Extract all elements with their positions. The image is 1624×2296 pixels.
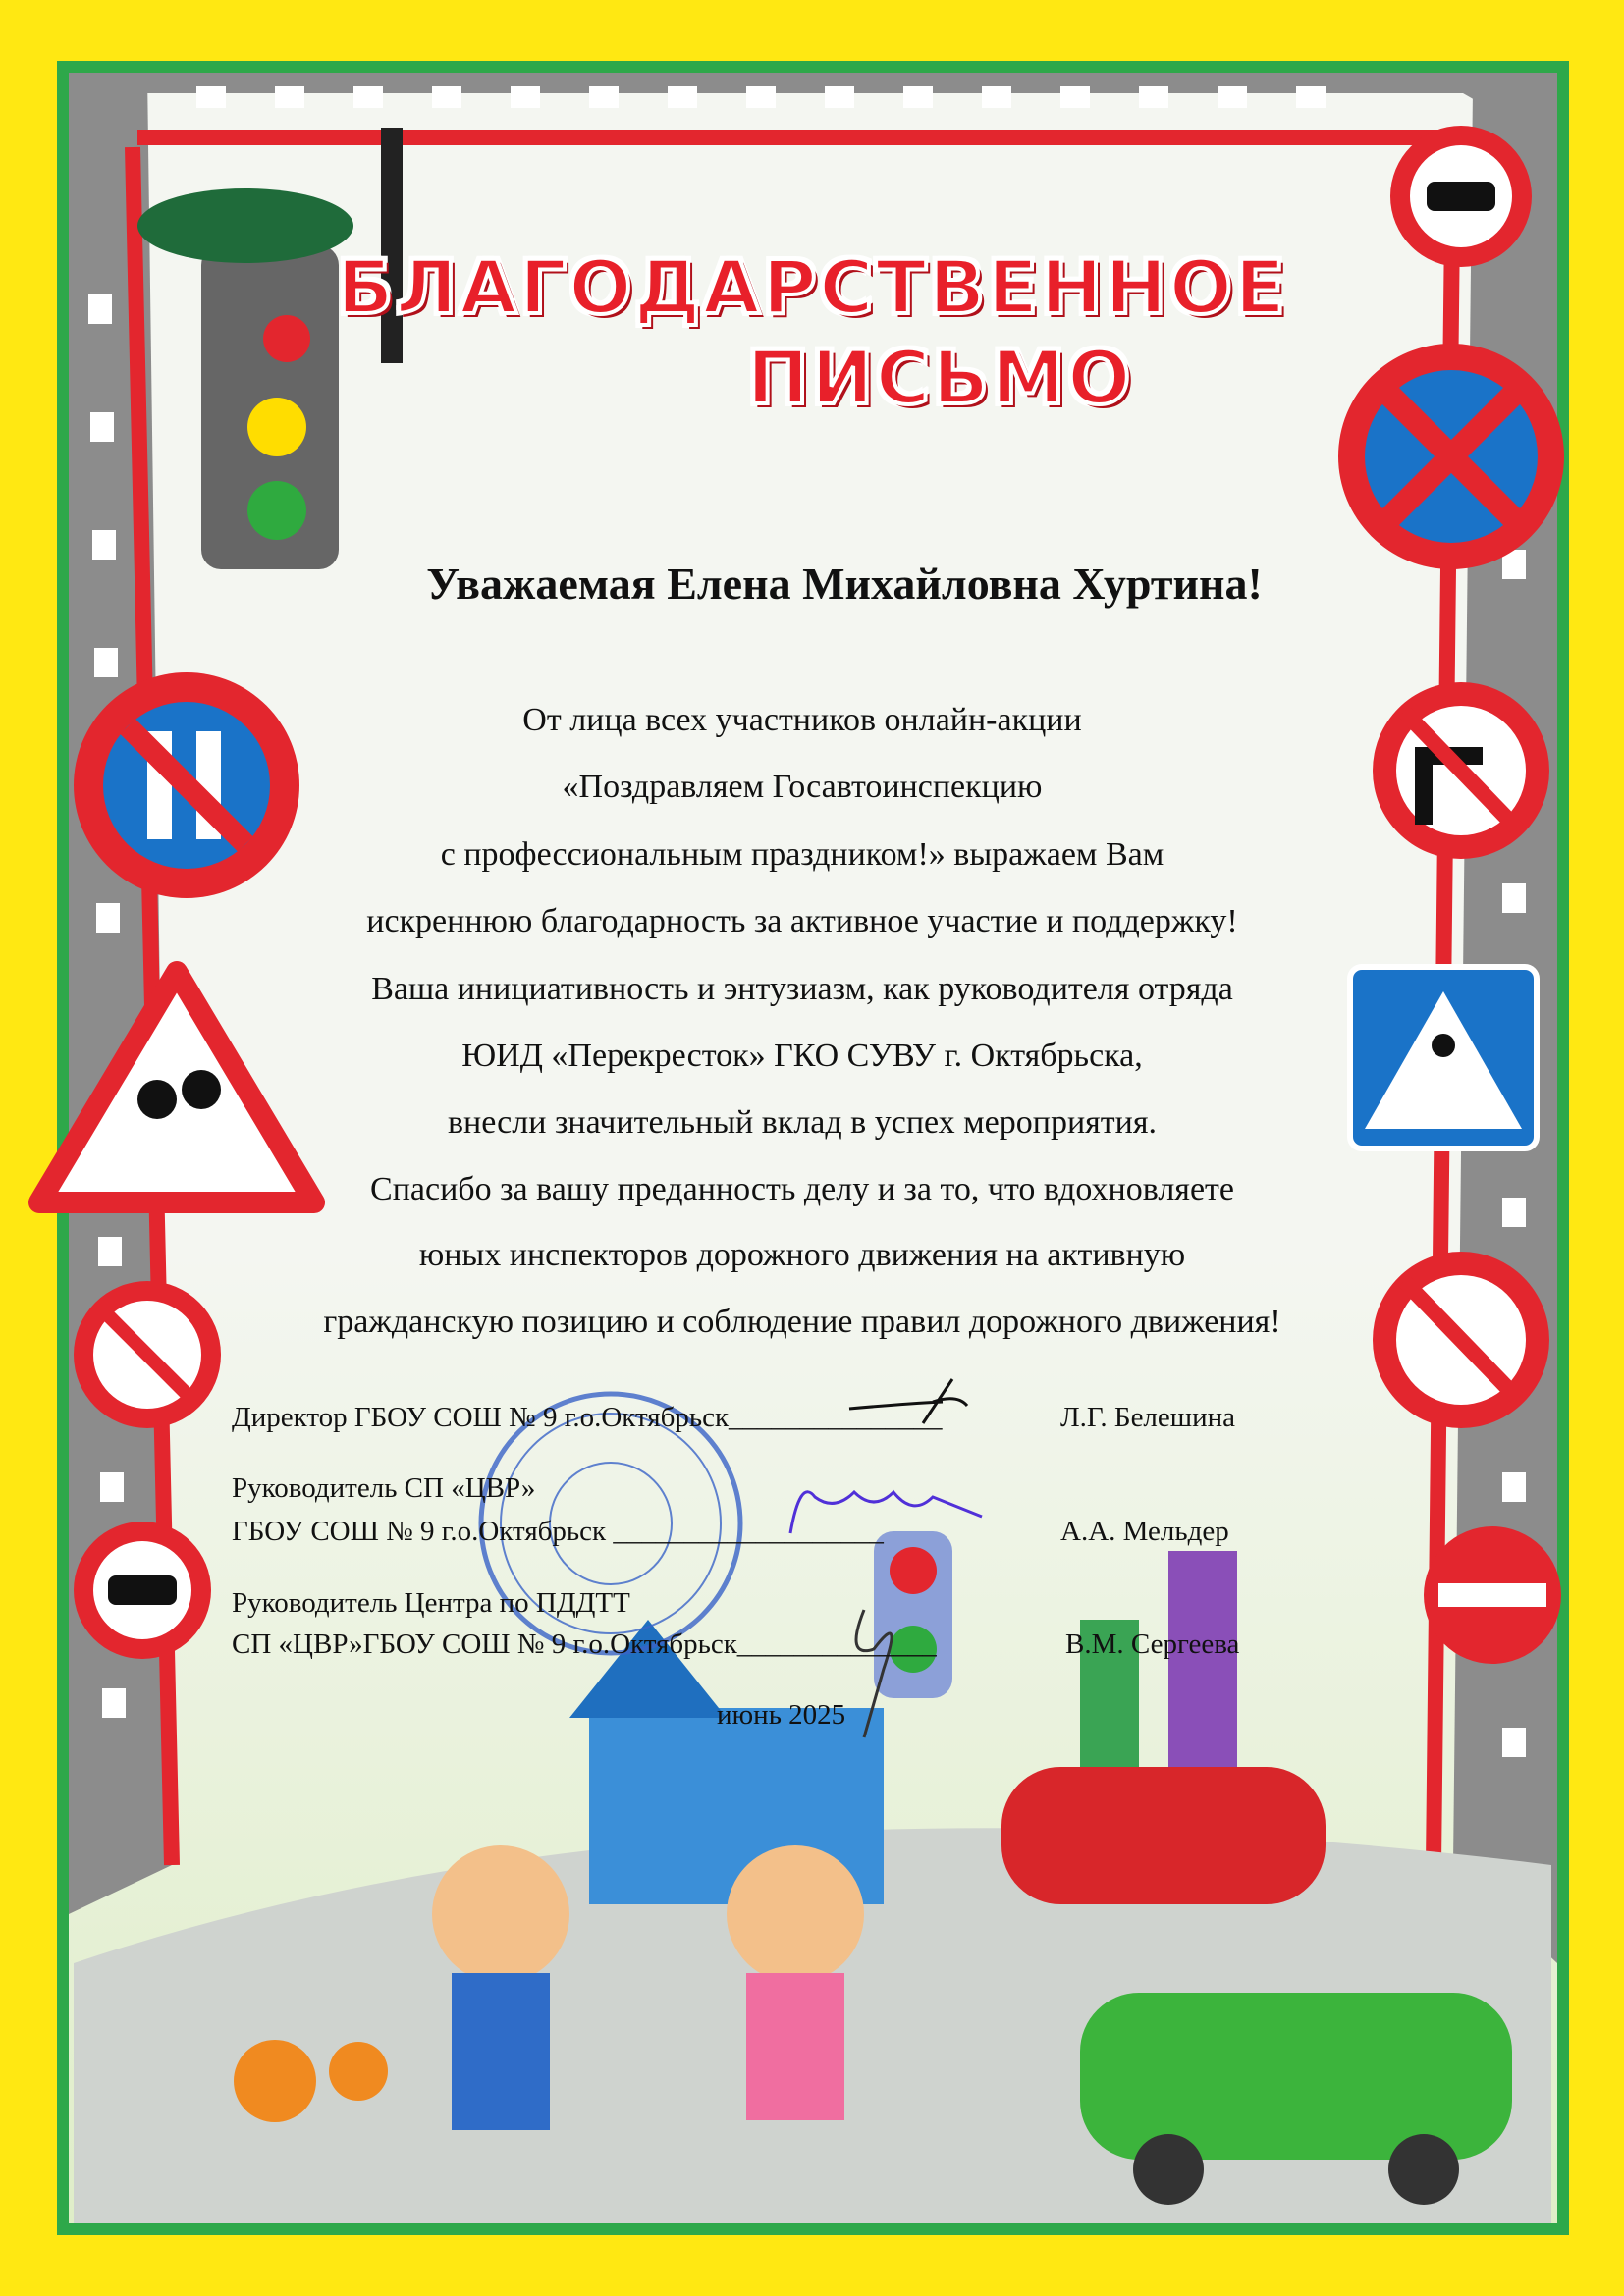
body-line: «Поздравляем Госавтоинспекцию [562, 769, 1043, 805]
signature-position: Руководитель СП «ЦВР» [232, 1472, 536, 1504]
body-line: внесли значительный вклад в успех мероприятия. [448, 1104, 1157, 1141]
title-line-2: ПИСЬМО [746, 334, 1133, 421]
signature-position: Директор ГБОУ СОШ № 9 г.о.Октябрьск_______________ [232, 1402, 943, 1433]
date: июнь 2025 [717, 1699, 846, 1731]
body-line: юных инспекторов дорожного движения на активную [418, 1237, 1186, 1273]
signature-name: А.А. Мельдер [1060, 1516, 1229, 1547]
title-line-1: БЛАГОДАРСТВЕННОЕ [336, 243, 1288, 331]
signature-name: Л.Г. Белешина [1060, 1402, 1236, 1433]
body-line: гражданскую позицию и соблюдение правил дорожного движения! [323, 1304, 1281, 1340]
signature-position: ГБОУ СОШ № 9 г.о.Октябрьск ___________________ [232, 1516, 884, 1547]
no-cars-sign-icon [74, 1522, 211, 1659]
body-line: Спасибо за вашу преданность делу и за то, что вдохновляете [370, 1171, 1234, 1207]
body-line: Ваша инициативность и энтузиазм, как руководителя отряда [371, 971, 1233, 1007]
signature-position: СП «ЦВР»ГБОУ СОШ № 9 г.о.Октябрьск______________ [232, 1629, 937, 1660]
body-line: ЮИД «Перекресток» ГКО СУВУ г. Октябрьска, [461, 1038, 1143, 1074]
body-line: с профессиональным праздником!» выражаем Вам [440, 836, 1164, 873]
no-entry-sign-icon [1424, 1526, 1561, 1664]
signature-name: В.М. Сергеева [1065, 1629, 1240, 1660]
body-line: искреннюю благодарность за активное участие и поддержку! [366, 903, 1238, 939]
body-line: От лица всех участников онлайн-акции [522, 702, 1082, 738]
signature-position: Руководитель Центра по ПДДТТ [232, 1587, 630, 1619]
greeting: Уважаемая Елена Михайловна Хуртина! [426, 559, 1263, 609]
